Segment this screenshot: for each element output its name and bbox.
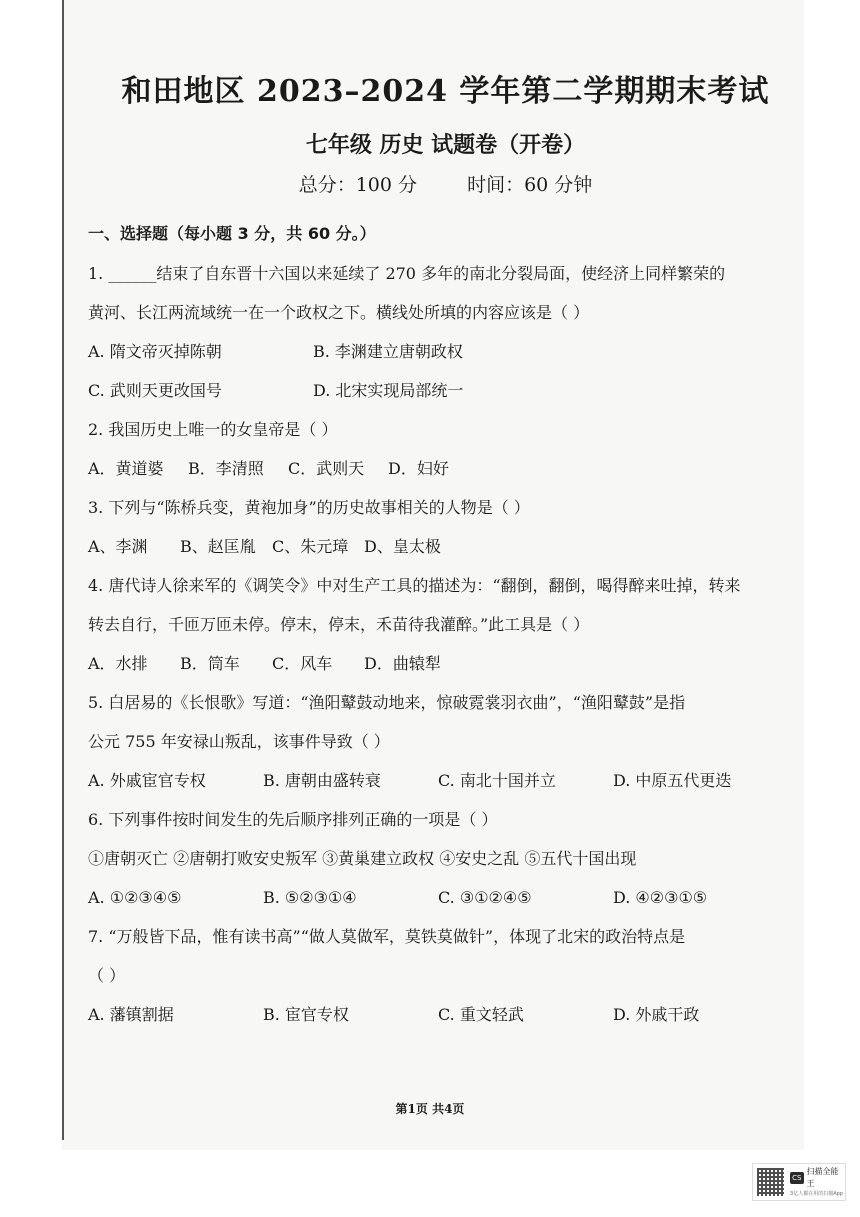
question-4-line-2: 转去自行，千匝万匝未停。停末，停末，禾苗待我灌醉。”此工具是（ ） <box>88 615 590 634</box>
exam-time: 时间：60 分钟 <box>467 174 593 196</box>
question-4-line-1: 4. 唐代诗人徐来军的《调笑令》中对生产工具的描述为：“翻倒，翻倒，喝得醉来吐掉，转来 <box>88 576 741 595</box>
question-2-line-1: 2. 我国历史上唯一的女皇帝是（ ） <box>88 420 338 439</box>
page-number: 第1页 共4页 <box>395 1102 465 1116</box>
question-5-line-1: 5. 白居易的《长恨歌》写道：“渔阳鼙鼓动地来，惊破霓裳羽衣曲”，“渔阳鼙鼓”是指 <box>88 693 686 712</box>
question-1-options-ab <box>88 332 803 371</box>
question-5-line-2: 公元 755 年安禄山叛乱，该事件导致（ ） <box>88 732 390 751</box>
cs-logo-icon: CS <box>790 1172 803 1184</box>
scanner-text <box>790 1166 845 1198</box>
question-1-options-cd <box>88 371 803 410</box>
question-5-options <box>88 761 803 800</box>
question-7-line-1: 7. “万般皆下品，惟有读书高”“做人莫做军，莫铁莫做针”，体现了北宋的政治特点是 <box>88 927 686 946</box>
question-6-options <box>88 878 803 917</box>
option-c: C、朱元璋 <box>272 537 349 556</box>
question-6-line-2: ①唐朝灭亡 ②唐朝打败安史叛军 ③黄巢建立政权 ④安史之乱 ⑤五代十国出现 <box>88 849 637 868</box>
option-d: D．妇好 <box>388 459 449 478</box>
option-a: A、李渊 <box>88 537 148 556</box>
exam-title: 和田地区 2023–2024 学年第二学期期末考试 <box>121 74 770 109</box>
option-c: C. ③①②④⑤ <box>438 888 532 907</box>
section-title: 一、选择题（每小题 3 分，共 60 分。） <box>88 224 376 243</box>
option-a: A. 藩镇割据 <box>88 1005 174 1024</box>
scanner-watermark <box>752 1163 846 1201</box>
option-d: D、皇太极 <box>364 537 441 556</box>
question-1-line-1: 1. ______结束了自东晋十六国以来延续了 270 多年的南北分裂局面，使经济上同样繁荣的 <box>88 264 726 283</box>
option-b: B. 唐朝由盛转衰 <box>263 771 381 790</box>
total-score: 总分：100 分 <box>298 174 418 196</box>
score-time-line <box>88 170 803 200</box>
option-b: B. ⑤②③①④ <box>263 888 357 907</box>
option-d: D. 中原五代更迭 <box>613 771 732 790</box>
question-4-options <box>88 644 803 683</box>
option-d: D．曲辕犁 <box>364 654 441 673</box>
option-c: C．武则天 <box>288 459 365 478</box>
option-a: A．黄道婆 <box>88 459 164 478</box>
binding-margin-line <box>62 0 64 1140</box>
option-a: A. 外戚宦官专权 <box>88 771 206 790</box>
option-c: C. 重文轻武 <box>438 1005 524 1024</box>
qr-code-icon <box>757 1168 784 1196</box>
question-7-options <box>88 995 803 1034</box>
exam-content <box>88 72 803 1034</box>
question-6-line-1: 6. 下列事件按时间发生的先后顺序排列正确的一项是（ ） <box>88 810 498 829</box>
scanner-tagline: 3亿人都在用的扫描App <box>790 1191 843 1197</box>
option-c: C. 南北十国并立 <box>438 771 556 790</box>
option-b: B. 宦官专权 <box>263 1005 349 1024</box>
exam-subtitle: 七年级 历史 试题卷（开卷） <box>305 132 586 158</box>
question-3-line-1: 3. 下列与“陈桥兵变，黄袍加身”的历史故事相关的人物是（ ） <box>88 498 530 517</box>
question-3-options <box>88 527 803 566</box>
option-b: B. 李渊建立唐朝政权 <box>313 342 463 361</box>
question-7-line-2: （ ） <box>88 966 126 985</box>
option-d: D. 北宋实现局部统一 <box>313 381 464 400</box>
option-b: B．筒车 <box>180 654 240 673</box>
option-c: C. 武则天更改国号 <box>88 381 222 400</box>
option-b: B、赵匡胤 <box>180 537 256 556</box>
question-2-options <box>88 449 803 488</box>
option-b: B．李清照 <box>188 459 264 478</box>
scanner-app-name: 扫描全能王 <box>806 1167 839 1188</box>
option-c: C．风车 <box>272 654 333 673</box>
option-a: A. 隋文帝灭掉陈朝 <box>88 342 222 361</box>
option-a: A. ①②③④⑤ <box>88 888 182 907</box>
question-1-line-2: 黄河、长江两流域统一在一个政权之下。横线处所填的内容应该是（ ） <box>88 303 590 322</box>
option-d: D. ④②③①⑤ <box>613 888 708 907</box>
option-d: D. 外戚干政 <box>613 1005 700 1024</box>
option-a: A．水排 <box>88 654 148 673</box>
